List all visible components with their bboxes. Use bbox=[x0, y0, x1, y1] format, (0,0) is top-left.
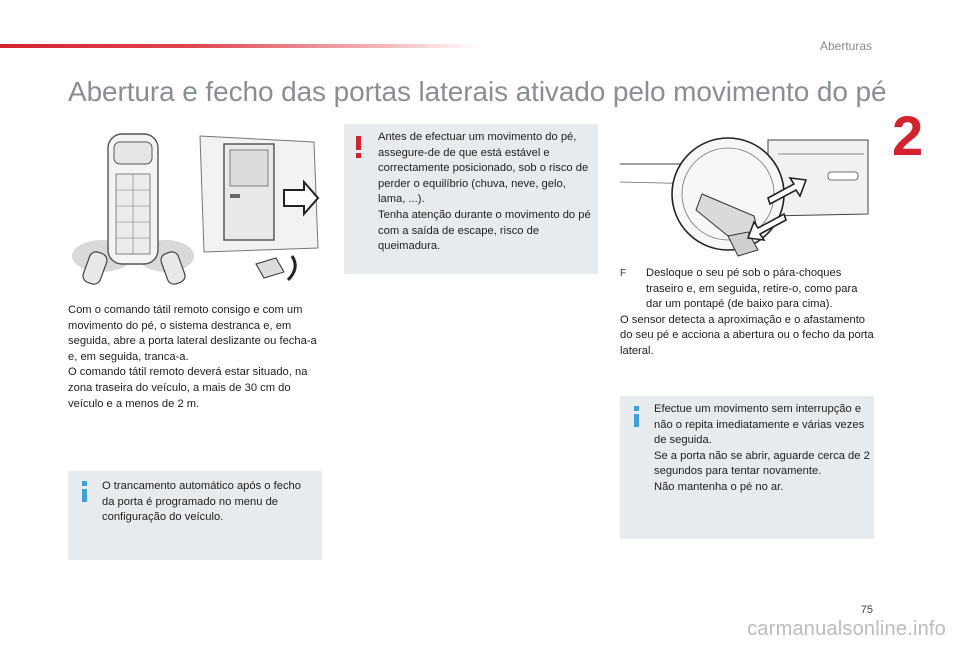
info-right-line-3: Não mantenha o pé no ar. bbox=[654, 480, 784, 493]
van-top-view-illustration bbox=[72, 128, 194, 288]
watermark-text: carmanualsonline.info bbox=[747, 618, 946, 640]
info-right-line-2: Se a porta não se abrir, aguarde cerca de 2 segundos para tentar novamente. bbox=[654, 449, 870, 478]
rear-bumper-foot-illustration bbox=[618, 124, 874, 260]
header-accent-bar bbox=[0, 44, 480, 48]
info-right-line-1: Efectue um movimento sem interrupção e não o repita imediatamente e várias vezes de seguida. bbox=[654, 403, 865, 447]
intro-text-1: Com o comando tátil remoto consigo e com um movimento do pé, o sistema destranca e, em seguida, abre a porta lateral deslizante ou fecha-a e, em seguida, tranca-a. bbox=[68, 304, 317, 363]
warning-line-2: Tenha atenção durante o movimento do pé com a saída de escape, risco de queimadura. bbox=[378, 208, 591, 253]
info-box-left-text: O trancamento automático após o fecho da porta é programado no menu de configuração do veículo. bbox=[102, 480, 302, 524]
warning-box bbox=[344, 124, 598, 274]
page-title: Abertura e fecho das portas laterais ativado pelo movimento do pé bbox=[68, 76, 887, 107]
page-number: 75 bbox=[860, 604, 873, 616]
info-box-right-text bbox=[654, 402, 870, 496]
intro-paragraph bbox=[68, 303, 322, 412]
sliding-door-illustration bbox=[196, 128, 322, 288]
warning-text bbox=[378, 130, 592, 255]
bullet-item bbox=[620, 266, 876, 313]
info-box-left bbox=[68, 471, 322, 560]
sensor-text: O sensor detecta a aproximação e o afastamento do seu pé e acciona a abertura ou o fecho da porta lateral. bbox=[620, 313, 874, 357]
section-title: Aberturas bbox=[819, 39, 872, 53]
intro-text-2: O comando tátil remoto deverá estar situado, na zona traseira do veículo, a mais de 30 cm do veículo e a menos de 2 m. bbox=[68, 366, 308, 410]
bullet-text: Desloque o seu pé sob o pára-choques traseiro e, em seguida, retire-o, como para dar um pontapé (de baixo para cima). bbox=[646, 267, 858, 311]
chapter-number: 2 bbox=[892, 104, 924, 167]
warning-line-1: Antes de efectuar um movimento do pé, assegure-de de que está estável e correctamente posicionado, sob o risco de perder o equilíbrio (chuva, neve, gelo, lama, ...). bbox=[378, 131, 589, 206]
bullet-icon: F bbox=[620, 268, 627, 279]
info-box-right bbox=[620, 396, 874, 539]
instructions-paragraph bbox=[620, 266, 876, 360]
